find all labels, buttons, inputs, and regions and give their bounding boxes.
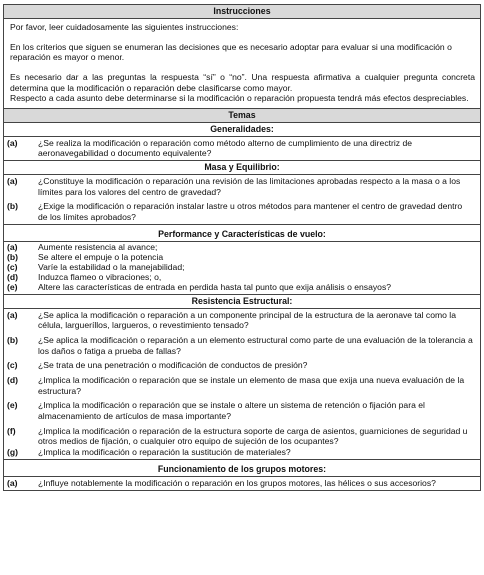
item-text: ¿Implica la modificación o reparación que se instale un elemento de masa que exija una nueva evaluación de la estructura?: [38, 374, 465, 396]
item-text: ¿Se aplica la modificación o reparación a un componente principal de la estructura de la aeronave tal como la célula, largueríllos, largueros, o revestimiento tensado?: [38, 309, 456, 331]
item-label: (g): [7, 446, 18, 457]
item-label: (e): [7, 400, 18, 411]
item-label: (d): [7, 272, 18, 283]
list-item: [4, 335, 480, 356]
intro-block: [4, 19, 480, 109]
item-text: Se altere el empuje o la potencia: [38, 252, 164, 263]
item-label: (b): [7, 201, 18, 212]
item-text: ¿Implica la modificación o reparación de la estructura soporte de carga de asientos, guarniciones de seguridad u otros medios de fijación, o cualquier otro equipo de sujeción de los ocupantes?: [38, 425, 468, 447]
section-items: [4, 175, 480, 225]
item-label: (a): [7, 175, 18, 186]
section-heading: Performance y Características de vuelo:: [4, 225, 480, 243]
list-item: [4, 375, 480, 396]
intro-line: Es necesario dar a las preguntas la respuesta “sí” o “no”. Una respuesta afirmativa a cualquier pregunta concreta determina que la modificación o reparación debe clasificarse como mayor.: [10, 71, 475, 93]
intro-line: Por favor, leer cuidadosamente las siguientes instrucciones:: [10, 21, 239, 32]
item-text: ¿Se trata de una penetración o modificación de conductos de presión?: [38, 360, 308, 371]
list-item: [4, 138, 480, 159]
item-label: (b): [7, 335, 18, 345]
item-text: ¿Exige la modificación o reparación instalar lastre u otros métodos para mantener el centro de gravedad dentro de los límites aprobados?: [38, 201, 463, 222]
item-text: ¿Implica la modificación o reparación la sustitución de materiales?: [38, 446, 291, 457]
list-item: [4, 201, 480, 222]
document-title: Instrucciones: [4, 5, 480, 19]
item-text: ¿Se realiza la modificación o reparación como método alterno de cumplimiento de una directriz de aeronavegabilidad o documento equivalente?: [38, 137, 413, 159]
intro-line: Respecto a cada asunto debe determinarse si la modificación o reparación propuesta tendrá más efectos despreciables.: [10, 93, 469, 104]
section-heading: Generalidades:: [4, 123, 480, 137]
section-items: [4, 477, 480, 490]
item-text: ¿Influye notablemente la modificación o reparación en los grupos motores, las hélices o sus accesorios?: [38, 478, 436, 489]
item-text: ¿Constituye la modificación o reparación una revisión de las limitaciones aprobadas respecto a la masa o a los límites para los valores del centro de gravedad?: [38, 175, 461, 197]
list-item: [4, 400, 480, 421]
list-item: [4, 447, 480, 458]
item-text: Varíe la estabilidad o la manejabilidad;: [38, 262, 185, 273]
item-label: (a): [7, 242, 18, 253]
item-label: (c): [7, 360, 18, 371]
item-label: (a): [7, 478, 18, 489]
item-text: ¿Implica la modificación o reparación que se instale o altere un sistema de retención o fijación para el almacenamiento de artículos de masa importante?: [38, 400, 425, 421]
item-label: (b): [7, 252, 18, 263]
list-item: [4, 283, 480, 293]
item-text: ¿Se aplica la modificación o reparación a un elemento estructural como parte de una evaluación de la tolerancia a los daños o fatiga a prueba de fallas?: [38, 335, 473, 356]
item-text: Induzca flameo o vibraciones; o,: [38, 272, 162, 283]
item-text: Aumente resistencia al avance;: [38, 242, 158, 253]
item-text: Altere las características de entrada en perdida hasta tal punto que exija análisis o ensayos?: [38, 281, 392, 292]
item-label: (c): [7, 262, 18, 273]
list-item: [4, 478, 480, 489]
section-items: [4, 137, 480, 161]
intro-line: En los criterios que siguen se enumeran las decisiones que es necesario adoptar para evaluar si una modificación o reparación es mayor o menor.: [10, 41, 452, 63]
list-item: [4, 426, 480, 447]
list-item: [4, 360, 480, 371]
section-heading: Funcionamiento de los grupos motores:: [4, 460, 480, 478]
section-items: [4, 242, 480, 294]
item-label: (d): [7, 374, 18, 385]
temas-header: Temas: [4, 109, 480, 123]
item-label: (a): [7, 309, 18, 320]
item-label: (e): [7, 281, 18, 292]
section-heading: Masa y Equilibrio:: [4, 161, 480, 175]
instructions-document: [3, 4, 481, 491]
item-label: (a): [7, 137, 18, 148]
list-item: [4, 310, 480, 331]
list-item: [4, 176, 480, 197]
item-label: (f): [7, 425, 16, 436]
section-items: [4, 309, 480, 460]
section-heading: Resistencia Estructural:: [4, 295, 480, 309]
